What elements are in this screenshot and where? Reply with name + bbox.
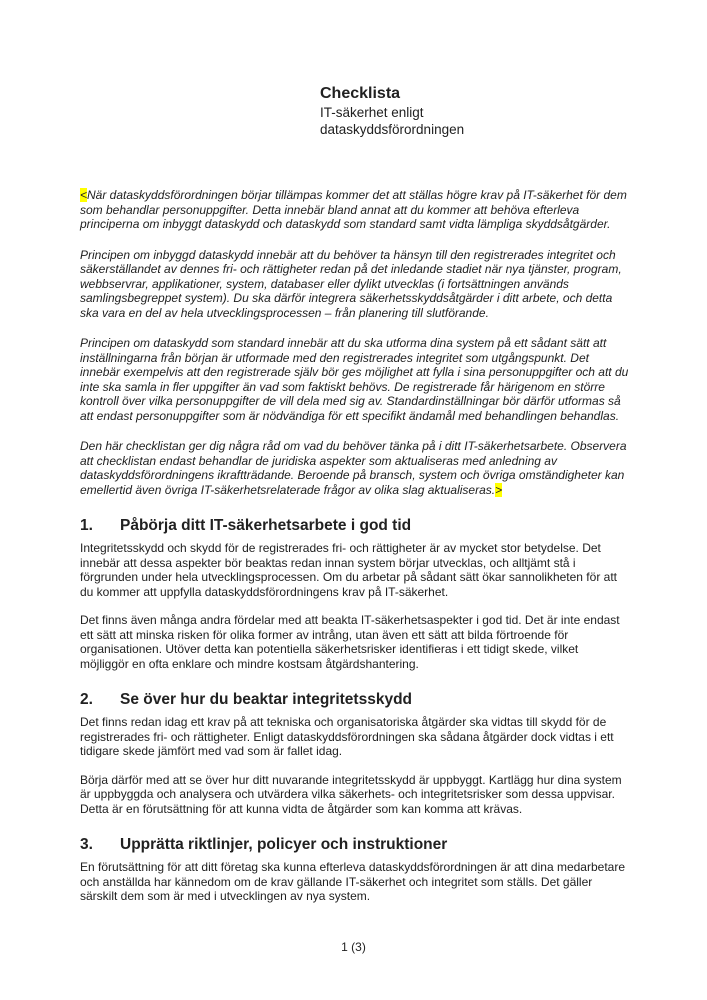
intro-paragraph-4-text: Den här checklistan ger dig några råd om vad du behöver tänka på i ditt IT-säkerhetsarbete. Observera att checklistan endast behandlar de juridiska aspekter som aktualiseras med anledning av dataskyddsförordningens ikraftträdande. Beroende på bransch, system och övriga omständigheter kan emellertid även övriga IT-säkerhetsrelaterade frågor av olika slag aktualiseras. <box>80 439 627 497</box>
highlight-open-mark: < <box>80 188 88 202</box>
page-subtitle-line1: IT-säkerhet enligt <box>320 105 424 120</box>
highlight-close-mark: > <box>495 482 503 497</box>
section-2-paragraph-2: Börja därför med att se över hur ditt nuvarande integritetsskydd är uppbyggt. Kartlägg hur dina system är uppbyggda och analysera och utvärdera vilka säkerhets- och integritetsrisker som dessa uppvisar. Detta är en förutsättning för att kunna vidta de åtgärder som kan komma att krävas. <box>80 772 622 816</box>
intro-paragraph-2: Principen om inbyggd dataskydd innebär att du behöver ta hänsyn till den registrerades integritet och säkerställandet av dennes fri- och rättigheter redan på det inledande stadiet när nya tjänster, program, webbservrar, applikationer, system, databaser eller dylikt utvecklas (i fortsättningen används samlingsbegreppet system). Du ska därför integrera säkerhetsskyddsåtgärder i ditt arbete, och detta ska vara en del av hela utvecklingsprocessen – från planering till slutförande. <box>80 247 622 320</box>
intro-paragraphs <box>80 188 630 497</box>
section-2-title: Se över hur du beaktar integritetsskydd <box>120 691 413 708</box>
section-1-title: Påbörja ditt IT-säkerhetsarbete i god tid <box>120 517 412 534</box>
section-1-number: 1. <box>80 517 93 534</box>
intro-paragraph-1-text: När dataskyddsförordningen börjar tillämpas kommer det att ställas högre krav på IT-säkerhet för dem som behandlar personuppgifter. Detta innebär bland annat att du kommer att behöva efterleva principerna om inbyggt dataskydd och dataskydd som standard samt vidta lämpliga skyddsåtgärder. <box>80 188 627 231</box>
section-3 <box>80 835 630 904</box>
section-3-title: Upprätta riktlinjer, policyer och instruktioner <box>120 836 448 853</box>
section-3-number: 3. <box>80 836 93 853</box>
section-1-heading <box>80 516 630 535</box>
section-1-paragraph-1: Integritetsskydd och skydd för de registrerades fri- och rättigheter är av mycket stor betydelse. Det innebär att dessa aspekter bör beaktas redan innan system börjar utvecklas, och alltjämt stå i förgrunden under hela utvecklingsprocessen. Om du arbetar på sådant sätt ökar sannolikheten för att du kommer att uppfylla dataskyddsförordningens krav på IT-säkerhet. <box>80 541 617 599</box>
section-2-heading <box>80 690 630 709</box>
section-2-paragraph-1: Det finns redan idag ett krav på att tekniska och organisatoriska åtgärder ska vidtas till skydd för de registrerades fri- och rättigheter. Enligt dataskyddsförordningen ska sådana åtgärder dock vidtas i ett tidigare skede jämfört med vad som är fallet idag. <box>80 715 614 758</box>
section-2-number: 2. <box>80 691 93 708</box>
section-1-paragraph-2: Det finns även många andra fördelar med att beakta IT-säkerhetsaspekter i god tid. Det är inte endast ett sätt att minska risken för olika former av intrång, utan även ett sätt att bilda förtroende för organisationen. Utöver detta kan potentiella säkerhetsrisker identifieras i ett tidigt skede, vilket möjliggör en ofta enklare och mindre kostsam åtgärdshantering. <box>80 613 620 671</box>
section-2 <box>80 690 630 816</box>
intro-paragraph-1 <box>80 188 630 232</box>
section-1 <box>80 516 630 671</box>
page-title: Checklista <box>320 85 401 102</box>
intro-paragraph-4 <box>80 439 630 497</box>
page-subtitle-line2: dataskyddsförordningen <box>320 122 465 137</box>
title-block <box>320 84 630 138</box>
page-number: 1 (3) <box>341 940 366 954</box>
intro-paragraph-3: Principen om dataskydd som standard innebär att du ska utforma dina system på ett sådant sätt att inställningarna från början är utformade med den registrerades integritet som utgångspunkt. Det innebär exempelvis att den registrerade själv bör ges möjlighet att fylla i sina personuppgifter och att du inte ska samla in fler uppgifter än vad som faktiskt behövs. De registrerade får härigenom en större kontroll över vilka personuppgifter de vill dela med sig av. Standardinställningar bör därför utformas så att endast personuppgifter som är nödvändiga för ett specifikt ändamål med behandlingen behandlas. <box>80 336 629 423</box>
section-3-paragraph-1: En förutsättning för att ditt företag ska kunna efterleva dataskyddsförordningen är att dina medarbetare och anställda har kännedom om de krav gällande IT-säkerhet och integritet som ställs. Det gäller särskilt dem som är med i utvecklingen av nya system. <box>80 860 625 903</box>
section-3-heading <box>80 835 630 854</box>
